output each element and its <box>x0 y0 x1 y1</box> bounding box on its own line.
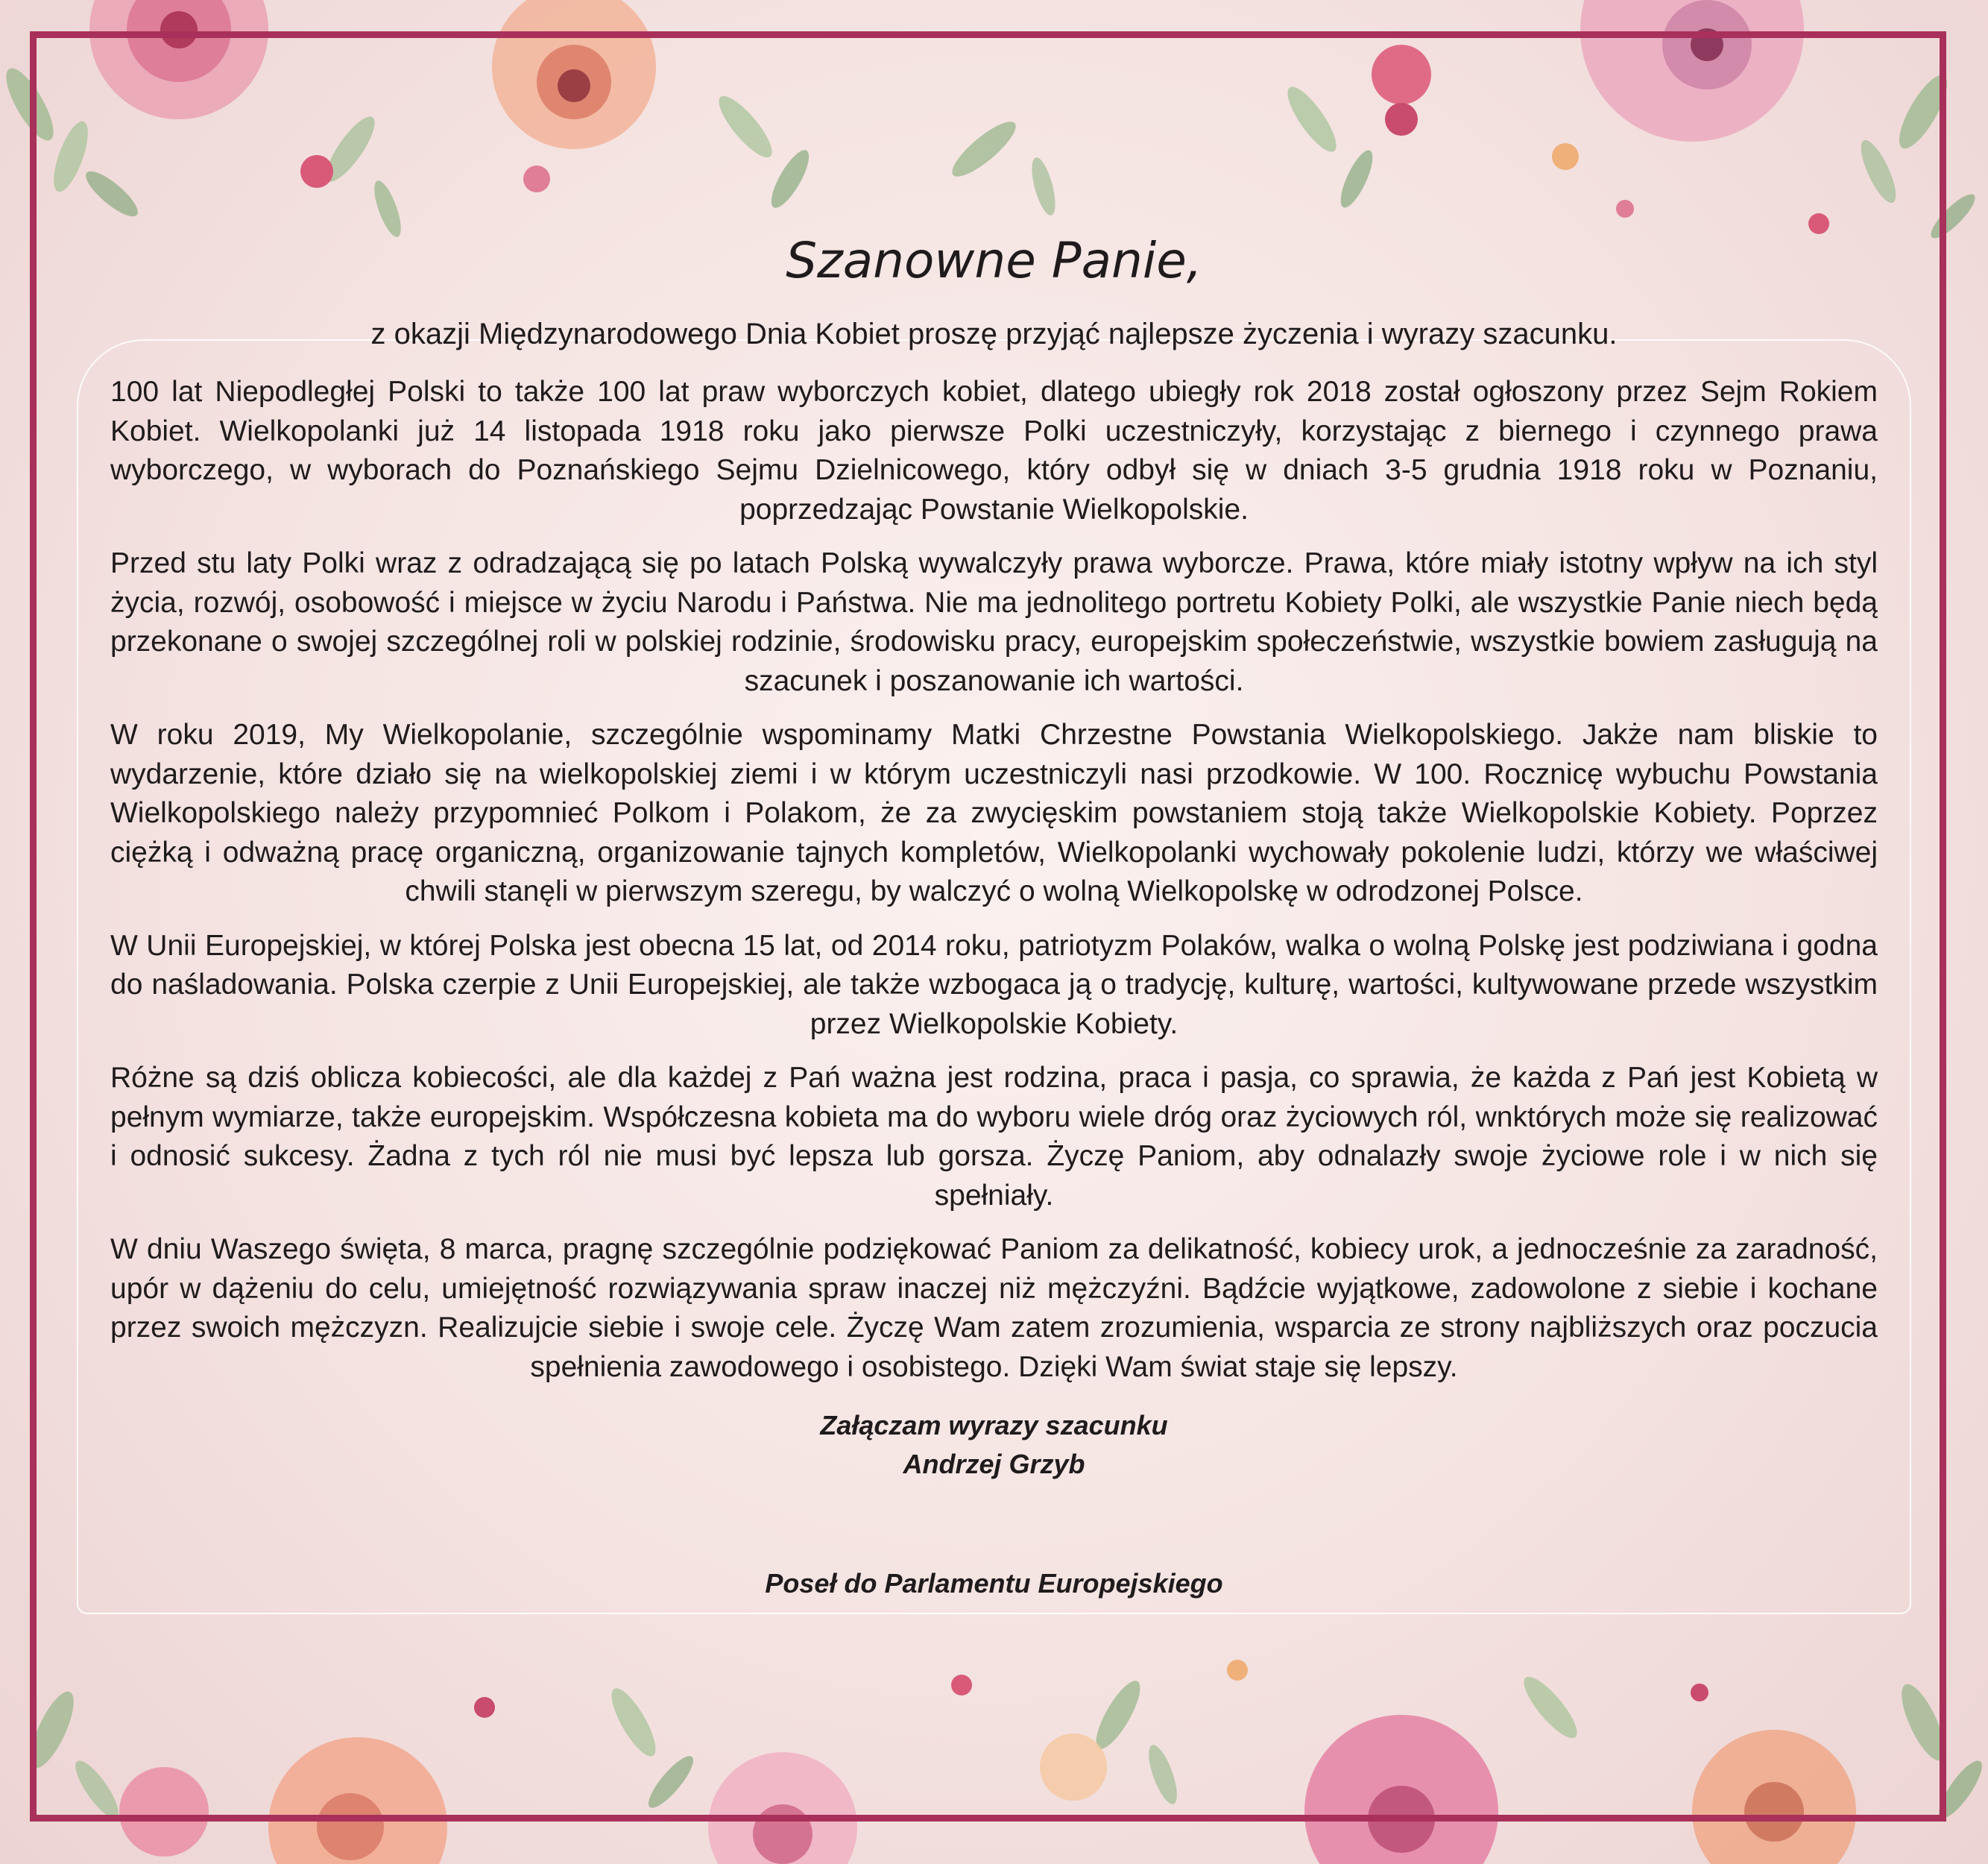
title-wrap <box>110 231 1878 291</box>
paragraph-5: Różne są dziś oblicza kobiecości, ale dla każdej z Pań ważna jest rodzina, praca i pasja, co sprawia, że każda z Pań jest Kobietą w pełnym wymiarze, także europejskim. Współczesna kobieta ma do wyboru wiele dróg oraz życiowych ról, wnktórych może się realizować i odnosić sukcesy. Żadna z tych ról nie musi być lepsza lub gorsza. Życzę Paniom, aby odnalazły swoje życiowe role i w nich się spełniały. <box>110 1062 1878 1212</box>
signature-spacer <box>110 1484 1878 1564</box>
signature-name: Andrzej Grzyb <box>903 1449 1085 1479</box>
letter-intro: z okazji Międzynarodowego Dnia Kobiet proszę przyjąć najlepsze życzenia i wyrazy szacunku. <box>370 318 1618 350</box>
paragraph-1: 100 lat Niepodległej Polski to także 100 lat praw wyborczych kobiet, dlatego ubiegły rok 2018 został ogłoszony przez Sejm Rokiem Kobiet. Wielkopolanki już 14 listopada 1918 roku jako pierwsze Polki uczestniczyły, korzystając z biernego i czynnego prawa wyborczego, w wyborach do Poznańskiego Sejmu Dzielnicowego, który odbył się w dniach 3-5 grudnia 1918 roku w Poznaniu, poprzedzając Powstanie Wielkopolskie. <box>110 376 1878 526</box>
paragraph-3: W roku 2019, My Wielkopolanie, szczególnie wspominamy Matki Chrzestne Powstania Wielkopolskiego. Jakże nam bliskie to wydarzenie, które działo się na wielkopolskiej ziemi i w którym uczestniczyli nasi przodkowie. W 100. Rocznicę wybuchu Powstania Wielkopolskiego należy przypomnieć Polkom i Polakom, że za zwycięskim powstaniem stoją także Wielkopolskie Kobiety. Poprzez ciężką i odważną pracę organiczną, organizowanie tajnych kompletów, Wielkopolanki wychowały pokolenie ludzi, którzy we właściwej chwili stanęli w pierwszym szeregu, by walczyć o wolną Wielkopolskę w odrodzonej Polsce. <box>110 719 1878 907</box>
letter-title: Szanowne Panie, <box>786 232 1202 289</box>
signature-position: Poseł do Parlamentu Europejskiego <box>765 1568 1223 1599</box>
paragraph-2: Przed stu laty Polki wraz z odradzającą się po latach Polską wywalczyły prawa wyborcze. Prawa, które miały istotny wpływ na ich styl życia, rozwój, osobowość i miejsce w życiu Narodu i Państwa. Nie ma jednolitego portretu Kobiety Polki, ale wszystkie Panie niech będą przekonane o swojej szczególnej roli w polskiej rodzinie, środowisku pracy, europejskim społeczeństwie, wszystkie bowiem zasługują na szacunek i poszanowanie ich wartości. <box>110 547 1878 697</box>
letter-body <box>110 231 1878 1603</box>
closing-line: Załączam wyrazy szacunku <box>820 1410 1168 1440</box>
paragraph-4: W Unii Europejskiej, w której Polska jest obecna 15 lat, od 2014 roku, patriotyzm Polaków, walka o wolną Polskę jest podziwiana i godna do naśladowania. Polska czerpie z Unii Europejskiej, ale także wzbogaca ją o tradycję, kulturę, wartości, kultywowane przede wszystkim przez Wielkopolskie Kobiety. <box>110 929 1878 1040</box>
paragraph-6: W dniu Waszego święta, 8 marca, pragnę szczególnie podziękować Paniom za delikatność, kobiecy urok, a jednocześnie za zaradność, upór w dążeniu do celu, umiejętność rozwiązywania spraw inaczej niż mężczyźni. Bądźcie wyjątkowe, zadowolone z siebie i kochane przez swoich mężczyzn. Realizujcie siebie i swoje cele. Życzę Wam zatem zrozumienia, wsparcia ze strony najbliższych oraz poczucia spełnienia zawodowego i osobistego. Dzięki Wam świat staje się lepszy. <box>110 1233 1878 1383</box>
